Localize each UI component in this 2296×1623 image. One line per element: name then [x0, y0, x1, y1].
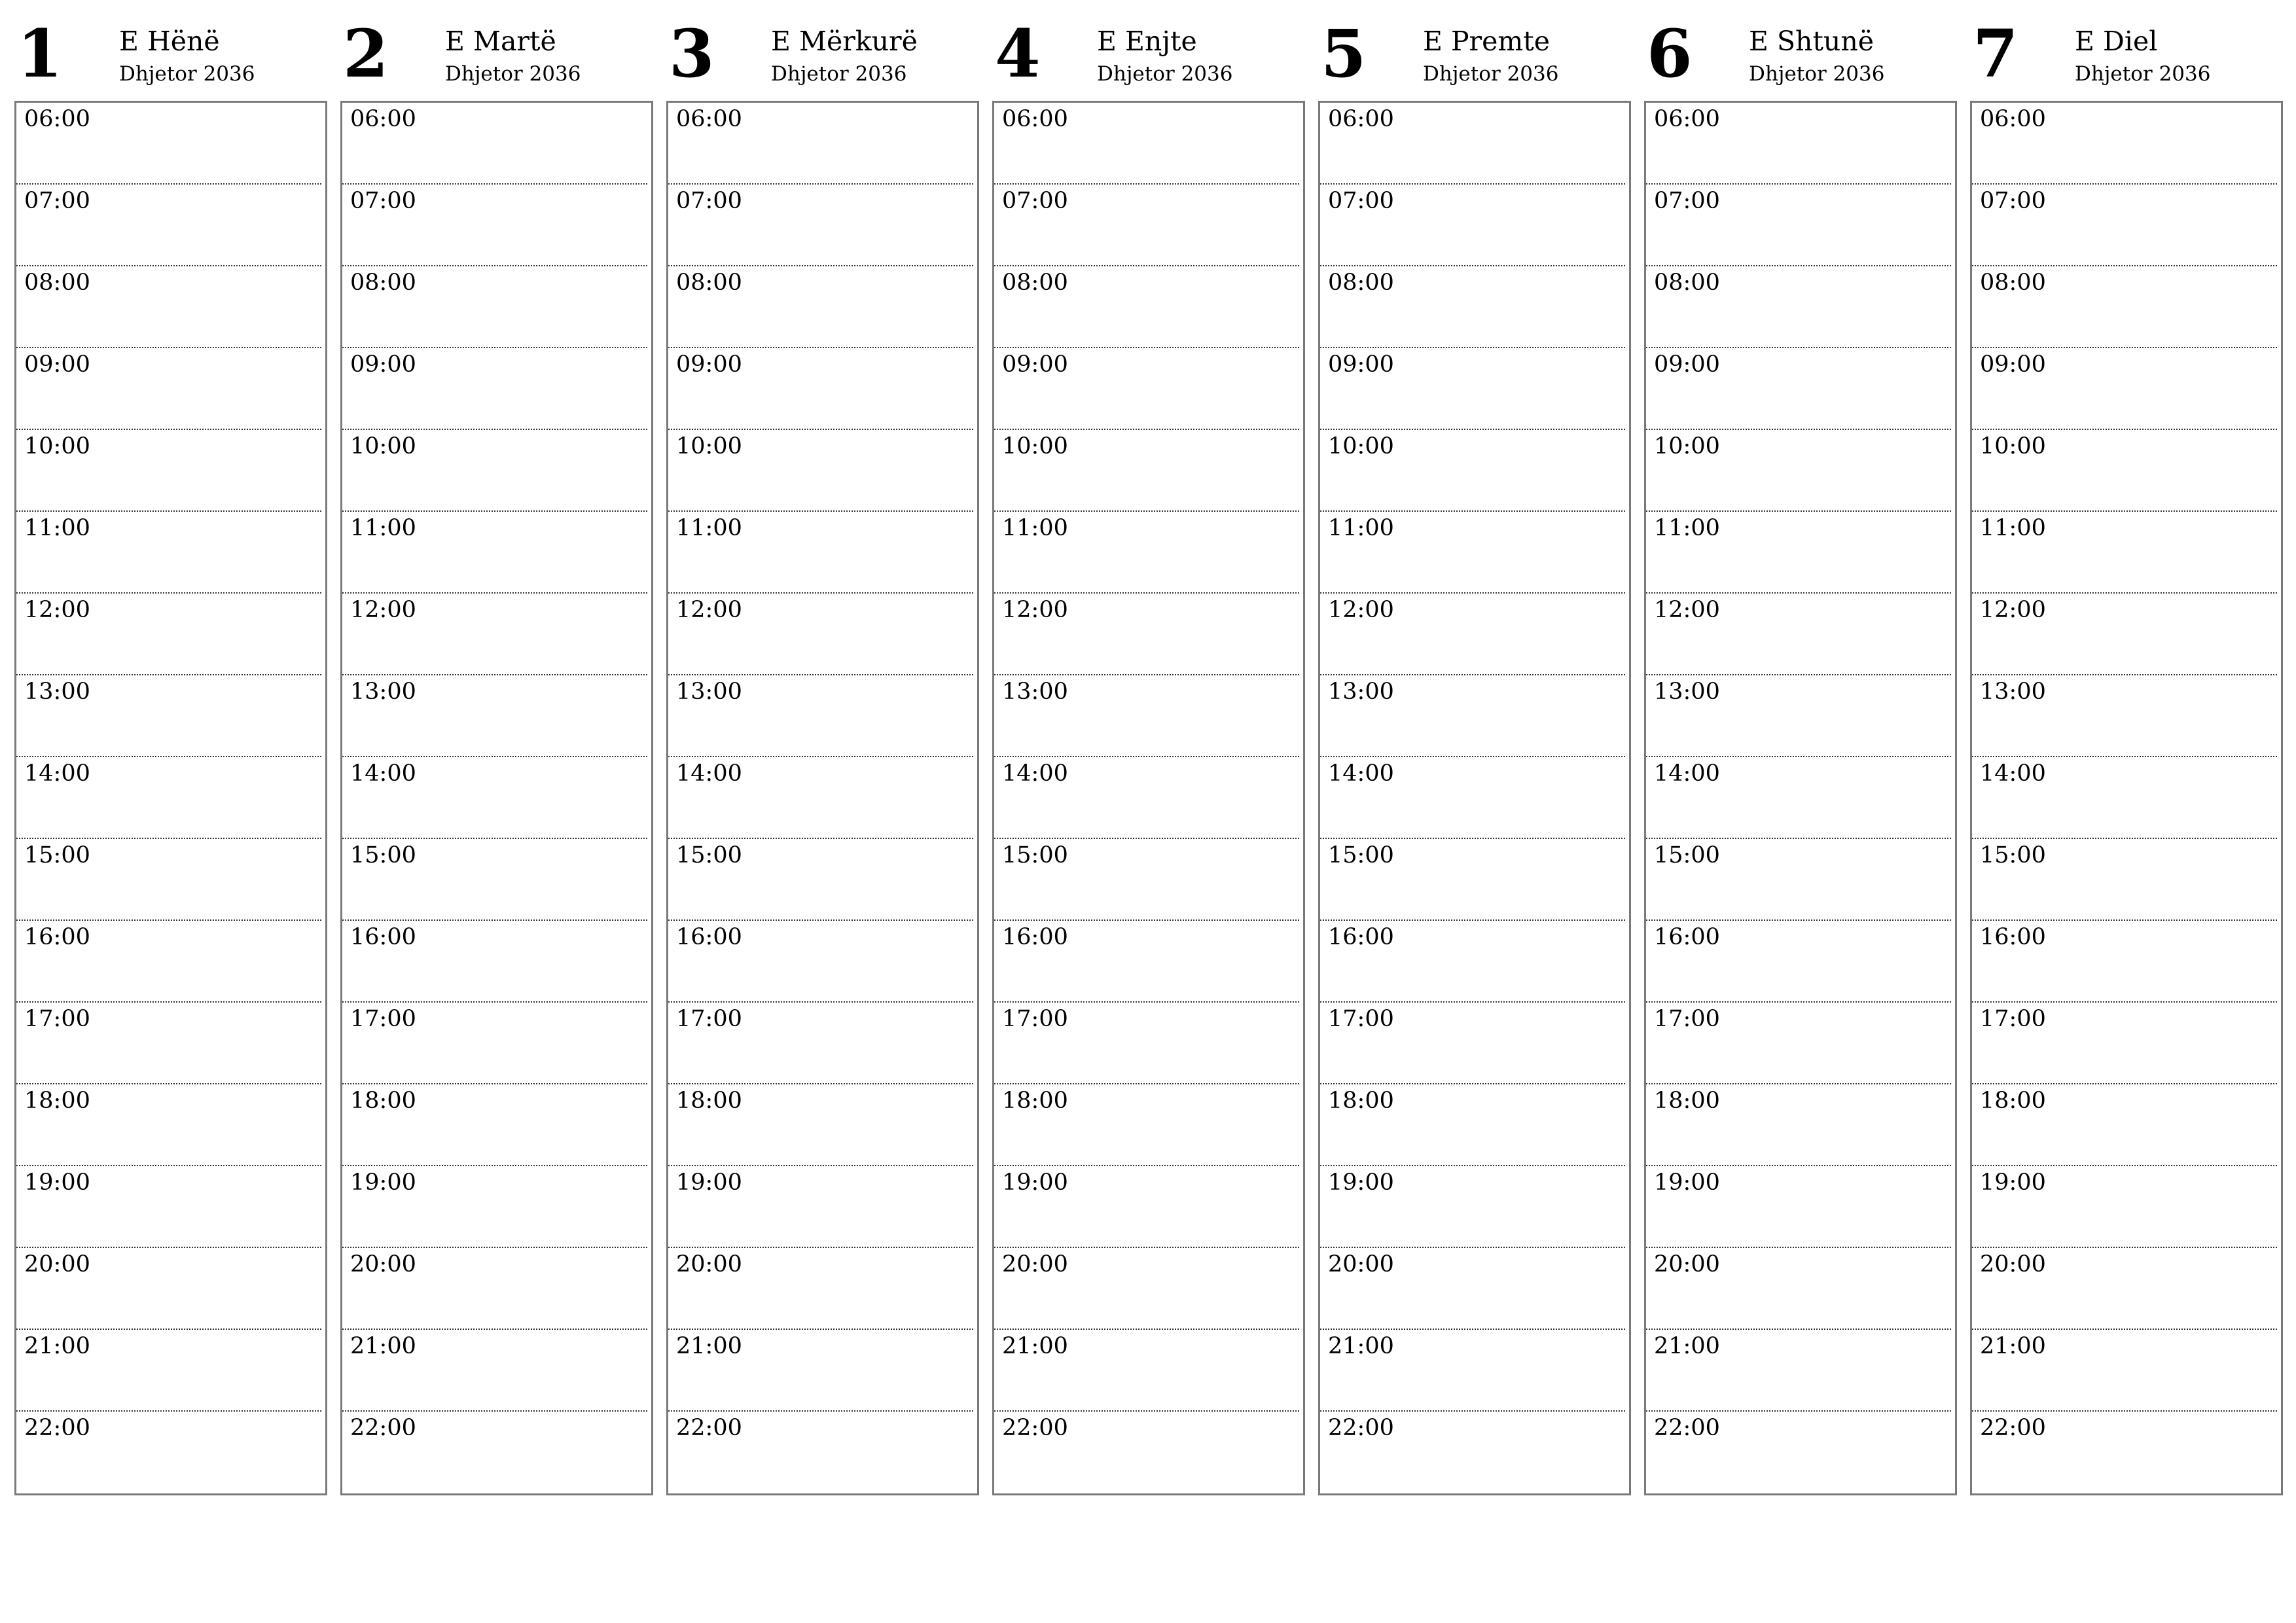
time-slot[interactable]	[1972, 1003, 2277, 1084]
time-slot-label: 19:00	[1328, 1169, 1394, 1196]
time-slot[interactable]	[1646, 1248, 1951, 1330]
time-slot[interactable]	[668, 1330, 973, 1412]
time-slot-label: 18:00	[1002, 1088, 1068, 1114]
time-slot-label: 21:00	[350, 1333, 416, 1359]
time-slot[interactable]	[342, 266, 647, 348]
time-slot-label: 17:00	[350, 1006, 416, 1032]
time-slot-label: 15:00	[24, 842, 90, 868]
time-slot-label: 09:00	[1002, 351, 1068, 378]
day-number: 3	[669, 15, 715, 92]
time-slot-label: 16:00	[1328, 924, 1394, 950]
time-slot[interactable]	[1646, 103, 1951, 185]
time-slot-label: 20:00	[1654, 1251, 1720, 1277]
time-slot[interactable]	[342, 1330, 647, 1412]
time-slot[interactable]	[342, 921, 647, 1003]
time-slot-label: 14:00	[1002, 760, 1068, 787]
time-slot[interactable]	[668, 1166, 973, 1248]
day-header	[340, 0, 653, 101]
time-slot[interactable]	[16, 430, 321, 512]
time-slot[interactable]	[342, 757, 647, 839]
day-schedule-box	[666, 101, 979, 1495]
time-slot[interactable]	[1972, 757, 2277, 839]
time-slot-label: 16:00	[1654, 924, 1720, 950]
day-column	[340, 0, 653, 1441]
time-slot[interactable]	[1972, 266, 2277, 348]
day-column	[992, 0, 1305, 1441]
weekday-name: E Martë	[445, 26, 556, 57]
time-slot-label: 13:00	[676, 679, 742, 705]
time-slot-label: 16:00	[676, 924, 742, 950]
time-slot[interactable]	[16, 594, 321, 675]
time-slot-label: 19:00	[1002, 1169, 1068, 1196]
time-slot-label: 15:00	[1980, 842, 2046, 868]
time-slot-label: 13:00	[24, 679, 90, 705]
time-slot[interactable]	[16, 921, 321, 1003]
time-slot-label: 13:00	[1654, 679, 1720, 705]
time-slot[interactable]	[1972, 430, 2277, 512]
day-header	[992, 0, 1305, 101]
time-slot-label: 07:00	[24, 188, 90, 214]
time-slot[interactable]	[1646, 512, 1951, 594]
time-slot[interactable]	[1972, 839, 2277, 921]
time-slot-label: 08:00	[1328, 270, 1394, 296]
time-slot-label: 07:00	[676, 188, 742, 214]
weekday-name: E Shtunë	[1749, 26, 1874, 57]
time-slot[interactable]	[342, 185, 647, 266]
time-slot[interactable]	[16, 1412, 321, 1493]
time-slot[interactable]	[1972, 594, 2277, 675]
day-column	[1970, 0, 2283, 1441]
time-slot[interactable]	[342, 348, 647, 430]
day-schedule-box	[992, 101, 1305, 1495]
time-slot[interactable]	[1972, 921, 2277, 1003]
time-slot[interactable]	[1972, 185, 2277, 266]
time-slot[interactable]	[16, 1166, 321, 1248]
time-slot-label: 22:00	[676, 1415, 742, 1441]
time-slot[interactable]	[1320, 1003, 1625, 1084]
time-slot-label: 15:00	[676, 842, 742, 868]
time-slot-label: 21:00	[1654, 1333, 1720, 1359]
day-number: 2	[343, 15, 389, 92]
time-slot-label: 12:00	[1002, 597, 1068, 623]
time-slot-label: 06:00	[24, 106, 90, 132]
time-slot[interactable]	[1320, 185, 1625, 266]
time-slot[interactable]	[1646, 675, 1951, 757]
time-slot[interactable]	[1972, 1248, 2277, 1330]
time-slot-label: 16:00	[1980, 924, 2046, 950]
time-slot[interactable]	[668, 430, 973, 512]
time-slot-label: 12:00	[350, 597, 416, 623]
time-slot[interactable]	[342, 1003, 647, 1084]
time-slot[interactable]	[1972, 1084, 2277, 1166]
time-slot[interactable]	[1646, 430, 1951, 512]
time-slot[interactable]	[668, 1003, 973, 1084]
time-slot[interactable]	[1320, 1166, 1625, 1248]
time-slot[interactable]	[668, 839, 973, 921]
day-header	[1318, 0, 1631, 101]
time-slot-label: 18:00	[1654, 1088, 1720, 1114]
time-slot-label: 14:00	[1654, 760, 1720, 787]
day-header	[1644, 0, 1957, 101]
time-slot[interactable]	[16, 1330, 321, 1412]
time-slot[interactable]	[1646, 1412, 1951, 1493]
time-slot-label: 06:00	[1328, 106, 1394, 132]
time-slot[interactable]	[1320, 348, 1625, 430]
time-slot-label: 18:00	[350, 1088, 416, 1114]
time-slot[interactable]	[668, 266, 973, 348]
time-slot[interactable]	[668, 1412, 973, 1493]
time-slot-label: 11:00	[676, 515, 742, 541]
time-slot-label: 07:00	[350, 188, 416, 214]
time-slot[interactable]	[1646, 757, 1951, 839]
day-number: 4	[995, 15, 1041, 92]
time-slot-label: 13:00	[350, 679, 416, 705]
time-slot-label: 19:00	[350, 1169, 416, 1196]
time-slot-label: 12:00	[676, 597, 742, 623]
time-slot[interactable]	[994, 266, 1299, 348]
day-number: 6	[1647, 15, 1693, 92]
time-slot-label: 20:00	[24, 1251, 90, 1277]
time-slot-label: 13:00	[1002, 679, 1068, 705]
time-slot-label: 16:00	[24, 924, 90, 950]
weekday-name: E Diel	[2075, 26, 2158, 57]
time-slot-label: 22:00	[1328, 1415, 1394, 1441]
time-slot[interactable]	[1972, 1412, 2277, 1493]
time-slot-label: 22:00	[350, 1415, 416, 1441]
time-slot-label: 12:00	[1654, 597, 1720, 623]
time-slot[interactable]	[16, 185, 321, 266]
time-slot-label: 12:00	[1328, 597, 1394, 623]
time-slot-label: 09:00	[1328, 351, 1394, 378]
day-number: 5	[1321, 15, 1367, 92]
time-slot-label: 10:00	[676, 433, 742, 459]
time-slot[interactable]	[1646, 594, 1951, 675]
time-slot[interactable]	[16, 266, 321, 348]
time-slot-label: 17:00	[1654, 1006, 1720, 1032]
time-slot-label: 20:00	[1002, 1251, 1068, 1277]
time-slot-label: 14:00	[1980, 760, 2046, 787]
time-slot[interactable]	[668, 348, 973, 430]
time-slot[interactable]	[1646, 348, 1951, 430]
time-slot[interactable]	[994, 1412, 1299, 1493]
time-slot-label: 09:00	[1980, 351, 2046, 378]
day-number: 1	[17, 15, 63, 92]
time-slot[interactable]	[1320, 675, 1625, 757]
time-slot[interactable]	[1972, 675, 2277, 757]
time-slot-label: 20:00	[350, 1251, 416, 1277]
time-slot-label: 21:00	[1980, 1333, 2046, 1359]
time-slot[interactable]	[994, 594, 1299, 675]
time-slot-label: 13:00	[1328, 679, 1394, 705]
time-slot-label: 21:00	[24, 1333, 90, 1359]
day-schedule-box	[1318, 101, 1631, 1495]
day-column	[1318, 0, 1631, 1441]
time-slot[interactable]	[1320, 512, 1625, 594]
weekday-name: E Mërkurë	[771, 26, 918, 57]
time-slot[interactable]	[342, 675, 647, 757]
time-slot[interactable]	[994, 1084, 1299, 1166]
time-slot-label: 07:00	[1980, 188, 2046, 214]
time-slot-label: 17:00	[1980, 1006, 2046, 1032]
time-slot-label: 11:00	[1328, 515, 1394, 541]
month-year-label: Dhjetor 2036	[1423, 62, 1559, 86]
time-slot-label: 14:00	[676, 760, 742, 787]
time-slot[interactable]	[16, 512, 321, 594]
time-slot-label: 08:00	[24, 270, 90, 296]
time-slot-label: 10:00	[1980, 433, 2046, 459]
time-slot-label: 14:00	[1328, 760, 1394, 787]
time-slot-label: 07:00	[1002, 188, 1068, 214]
time-slot[interactable]	[1646, 266, 1951, 348]
time-slot[interactable]	[1320, 266, 1625, 348]
time-slot[interactable]	[1320, 921, 1625, 1003]
time-slot[interactable]	[1320, 839, 1625, 921]
time-slot[interactable]	[342, 430, 647, 512]
time-slot[interactable]	[668, 1084, 973, 1166]
time-slot[interactable]	[994, 1330, 1299, 1412]
time-slot[interactable]	[994, 921, 1299, 1003]
month-year-label: Dhjetor 2036	[2075, 62, 2211, 86]
time-slot-label: 08:00	[676, 270, 742, 296]
day-header	[666, 0, 979, 101]
time-slot[interactable]	[994, 839, 1299, 921]
time-slot[interactable]	[342, 594, 647, 675]
time-slot-label: 10:00	[1328, 433, 1394, 459]
time-slot-label: 18:00	[24, 1088, 90, 1114]
day-schedule-box	[14, 101, 327, 1495]
time-slot[interactable]	[1646, 1330, 1951, 1412]
time-slot-label: 15:00	[1328, 842, 1394, 868]
time-slot-label: 17:00	[1328, 1006, 1394, 1032]
time-slot[interactable]	[668, 921, 973, 1003]
time-slot[interactable]	[342, 1412, 647, 1493]
time-slot-label: 07:00	[1328, 188, 1394, 214]
time-slot-label: 11:00	[24, 515, 90, 541]
day-column	[666, 0, 979, 1441]
time-slot-label: 20:00	[676, 1251, 742, 1277]
time-slot-label: 10:00	[350, 433, 416, 459]
day-schedule-box	[1970, 101, 2283, 1495]
time-slot-label: 19:00	[676, 1169, 742, 1196]
month-year-label: Dhjetor 2036	[1097, 62, 1233, 86]
time-slot[interactable]	[342, 1084, 647, 1166]
time-slot-label: 17:00	[1002, 1006, 1068, 1032]
time-slot-label: 18:00	[676, 1088, 742, 1114]
time-slot[interactable]	[342, 103, 647, 185]
time-slot-label: 08:00	[350, 270, 416, 296]
time-slot-label: 08:00	[1980, 270, 2046, 296]
time-slot[interactable]	[16, 1084, 321, 1166]
time-slot[interactable]	[1320, 757, 1625, 839]
time-slot[interactable]	[1972, 512, 2277, 594]
time-slot-label: 09:00	[350, 351, 416, 378]
time-slot[interactable]	[668, 594, 973, 675]
time-slot[interactable]	[994, 512, 1299, 594]
time-slot-label: 15:00	[1002, 842, 1068, 868]
time-slot-label: 11:00	[350, 515, 416, 541]
time-slot-label: 17:00	[676, 1006, 742, 1032]
month-year-label: Dhjetor 2036	[1749, 62, 1885, 86]
time-slot[interactable]	[1972, 1166, 2277, 1248]
time-slot-label: 08:00	[1654, 270, 1720, 296]
time-slot-label: 13:00	[1980, 679, 2046, 705]
time-slot[interactable]	[1320, 1412, 1625, 1493]
time-slot-label: 18:00	[1328, 1088, 1394, 1114]
time-slot-label: 18:00	[1980, 1088, 2046, 1114]
time-slot[interactable]	[16, 839, 321, 921]
time-slot-label: 16:00	[1002, 924, 1068, 950]
time-slot[interactable]	[994, 1166, 1299, 1248]
time-slot-label: 22:00	[1002, 1415, 1068, 1441]
time-slot-label: 10:00	[1002, 433, 1068, 459]
time-slot-label: 22:00	[1980, 1415, 2046, 1441]
time-slot[interactable]	[668, 675, 973, 757]
time-slot[interactable]	[994, 185, 1299, 266]
time-slot[interactable]	[1646, 1003, 1951, 1084]
time-slot-label: 06:00	[1002, 106, 1068, 132]
time-slot-label: 15:00	[1654, 842, 1720, 868]
time-slot-label: 10:00	[24, 433, 90, 459]
time-slot[interactable]	[16, 1248, 321, 1330]
time-slot[interactable]	[1320, 103, 1625, 185]
time-slot[interactable]	[668, 512, 973, 594]
time-slot[interactable]	[16, 675, 321, 757]
weekday-name: E Enjte	[1097, 26, 1197, 57]
time-slot[interactable]	[342, 1248, 647, 1330]
day-schedule-box	[1644, 101, 1957, 1495]
time-slot[interactable]	[1972, 103, 2277, 185]
time-slot-label: 15:00	[350, 842, 416, 868]
time-slot[interactable]	[668, 1248, 973, 1330]
weekday-name: E Hënë	[119, 26, 220, 57]
time-slot[interactable]	[342, 1166, 647, 1248]
time-slot[interactable]	[668, 757, 973, 839]
time-slot[interactable]	[994, 103, 1299, 185]
day-number: 7	[1973, 15, 2018, 92]
time-slot-label: 11:00	[1654, 515, 1720, 541]
time-slot-label: 14:00	[24, 760, 90, 787]
time-slot[interactable]	[994, 675, 1299, 757]
time-slot[interactable]	[994, 430, 1299, 512]
time-slot[interactable]	[1646, 1084, 1951, 1166]
time-slot[interactable]	[16, 103, 321, 185]
time-slot-label: 21:00	[1328, 1333, 1394, 1359]
time-slot[interactable]	[1320, 1330, 1625, 1412]
time-slot-label: 19:00	[1654, 1169, 1720, 1196]
time-slot[interactable]	[1320, 1084, 1625, 1166]
time-slot-label: 10:00	[1654, 433, 1720, 459]
month-year-label: Dhjetor 2036	[119, 62, 255, 86]
month-year-label: Dhjetor 2036	[771, 62, 907, 86]
time-slot[interactable]	[1320, 430, 1625, 512]
time-slot-label: 17:00	[24, 1006, 90, 1032]
time-slot-label: 20:00	[1328, 1251, 1394, 1277]
time-slot[interactable]	[1972, 348, 2277, 430]
day-header	[1970, 0, 2283, 101]
time-slot-label: 21:00	[676, 1333, 742, 1359]
time-slot[interactable]	[994, 348, 1299, 430]
time-slot[interactable]	[1972, 1330, 2277, 1412]
time-slot[interactable]	[994, 757, 1299, 839]
time-slot[interactable]	[994, 1248, 1299, 1330]
time-slot[interactable]	[668, 185, 973, 266]
time-slot-label: 19:00	[24, 1169, 90, 1196]
time-slot[interactable]	[1320, 594, 1625, 675]
time-slot-label: 09:00	[24, 351, 90, 378]
time-slot[interactable]	[668, 103, 973, 185]
time-slot-label: 09:00	[1654, 351, 1720, 378]
day-schedule-box	[340, 101, 653, 1495]
time-slot-label: 06:00	[1654, 106, 1720, 132]
time-slot-label: 06:00	[1980, 106, 2046, 132]
day-column	[14, 0, 327, 1441]
time-slot[interactable]	[1646, 839, 1951, 921]
time-slot-label: 09:00	[676, 351, 742, 378]
time-slot-label: 06:00	[676, 106, 742, 132]
weekday-name: E Premte	[1423, 26, 1551, 57]
time-slot-label: 19:00	[1980, 1169, 2046, 1196]
time-slot-label: 12:00	[24, 597, 90, 623]
time-slot-label: 14:00	[350, 760, 416, 787]
day-header	[14, 0, 327, 101]
month-year-label: Dhjetor 2036	[445, 62, 581, 86]
time-slot-label: 11:00	[1980, 515, 2046, 541]
time-slot-label: 07:00	[1654, 188, 1720, 214]
time-slot[interactable]	[16, 348, 321, 430]
time-slot-label: 22:00	[1654, 1415, 1720, 1441]
time-slot[interactable]	[16, 757, 321, 839]
time-slot[interactable]	[1646, 921, 1951, 1003]
time-slot-label: 06:00	[350, 106, 416, 132]
time-slot[interactable]	[1646, 1166, 1951, 1248]
time-slot-label: 16:00	[350, 924, 416, 950]
time-slot-label: 08:00	[1002, 270, 1068, 296]
day-column	[1644, 0, 1957, 1441]
time-slot[interactable]	[342, 839, 647, 921]
time-slot[interactable]	[994, 1003, 1299, 1084]
time-slot[interactable]	[16, 1003, 321, 1084]
time-slot-label: 20:00	[1980, 1251, 2046, 1277]
time-slot-label: 21:00	[1002, 1333, 1068, 1359]
time-slot[interactable]	[342, 512, 647, 594]
time-slot-label: 12:00	[1980, 597, 2046, 623]
time-slot-label: 22:00	[24, 1415, 90, 1441]
time-slot[interactable]	[1646, 185, 1951, 266]
time-slot-label: 11:00	[1002, 515, 1068, 541]
time-slot[interactable]	[1320, 1248, 1625, 1330]
